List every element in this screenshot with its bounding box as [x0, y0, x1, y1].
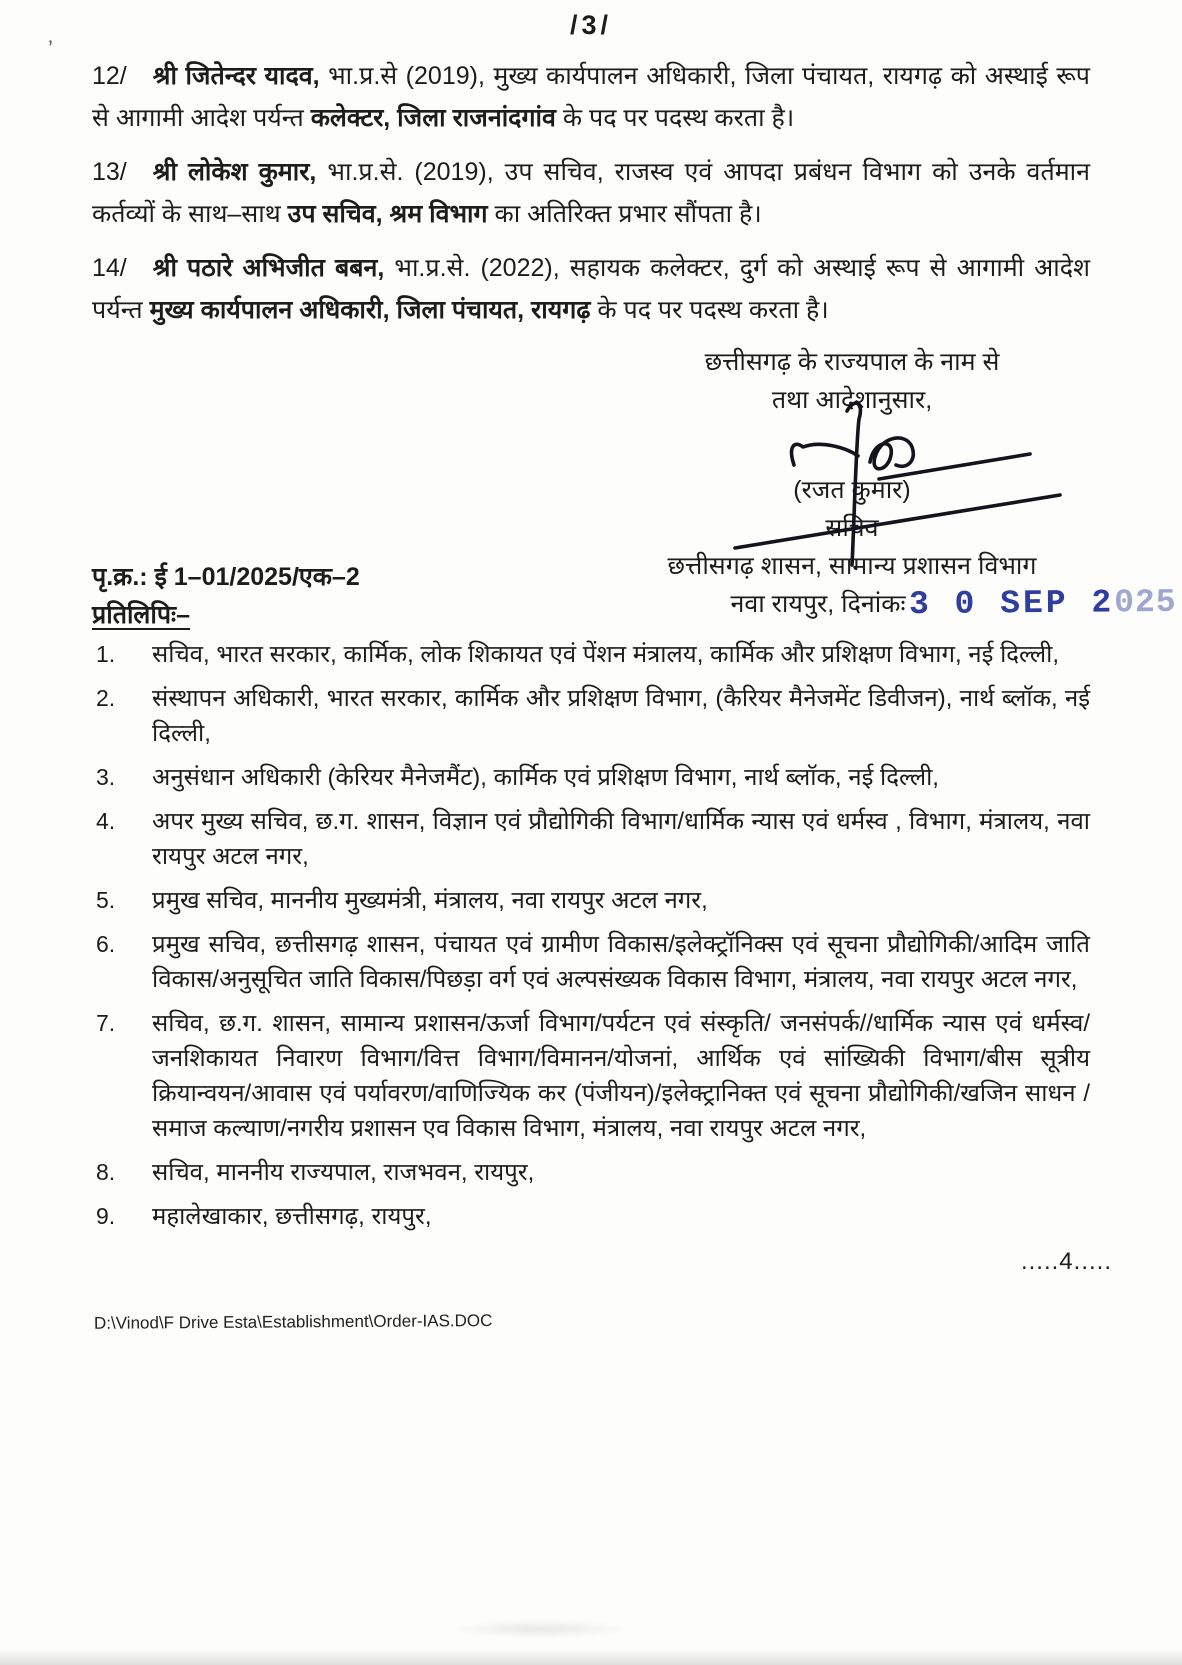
authority-line-2: तथा आदेशानुसार, — [771, 386, 933, 414]
scan-smudge — [450, 1619, 630, 1639]
paragraph-number: 13/ — [92, 158, 127, 186]
file-path-footer: D:\Vinod\F Drive Esta\Establishment\Order-IAS.DOC — [93, 1311, 493, 1333]
scan-edge — [0, 1649, 1182, 1665]
item-number: 5. — [96, 887, 116, 913]
authority-line-1: छत्तीसगढ़ के राज्यपाल के नाम से — [704, 348, 1000, 376]
item-text: सचिव, छ.ग. शासन, सामान्य प्रशासन/ऊर्जा विभाग/पर्यटन एवं संस्कृति/ जनसंपर्क//धार्मिक न्यास एवं धर्मस्व/जनशिकायत निवारण विभाग/वित्त विभाग/विमानन/योजनां, आर्थिक एवं सांख्यिकी विभाग/बीस सूत्रीय क्रियान्वयन/आवास एवं पर्यावरण/वाणिज्यिक कर (पंजीयन)/इलेक्ट्रानिक्त एवं सूचना प्रौद्योगिकी/खजिन साधन /समाज कल्याण/नगरीय प्रशासन एव विकास विभाग, मंत्रालय, नवा रायपुर अटल नगर, — [152, 1010, 1090, 1142]
order-paragraph-12 — [92, 55, 1090, 139]
endorsement-number: पृ.क्र.: ई 1–01/2025/एक–2 — [92, 563, 360, 591]
officer-name: श्री लोकेश कुमार, — [152, 158, 317, 186]
signatory-name: (रजत कुमार) — [793, 476, 911, 504]
list-item — [96, 804, 1090, 874]
paragraph-number: 12/ — [92, 62, 127, 90]
signature-column — [617, 343, 1177, 624]
item-number: 8. — [96, 1159, 116, 1185]
paragraph-text: भा.प्र.से. (2019), उप सचिव, राजस्व एवं आपदा प्रबंधन विभाग को उनके वर्तमान कर्तव्यों के साथ–साथ — [92, 158, 1090, 228]
item-text: अपर मुख्य सचिव, छ.ग. शासन, विज्ञान एवं प्रौद्योगिकी विभाग/धार्मिक न्यास एवं धर्मस्व , विभाग, मंत्रालय, नवा रायपुर अटल नगर, — [152, 808, 1090, 870]
signatory-department: छत्तीसगढ़ शासन, सामान्य प्रशासन विभाग — [667, 552, 1037, 580]
item-text: अनुसंधान अधिकारी (केरियर मैनेजमैंट), कार्मिक एवं प्रशिक्षण विभाग, नार्थ ब्लॉक, नई दिल्ली, — [152, 764, 939, 791]
item-number: 7. — [96, 1010, 116, 1036]
officer-name: श्री पठारे अभिजीत बबन, — [152, 254, 385, 282]
copy-to-label: प्रतिलिपिः– — [92, 601, 191, 629]
list-item — [96, 760, 1090, 795]
item-number: 9. — [96, 1203, 116, 1229]
list-item — [96, 883, 1090, 918]
item-text: संस्थापन अधिकारी, भारत सरकार, कार्मिक और प्रशिक्षण विभाग, (कैरियर मैनेजमेंट डिवीजन), नार्थ ब्लॉक, नई दिल्ली, — [152, 685, 1090, 747]
item-text: प्रमुख सचिव, माननीय मुख्यमंत्री, मंत्रालय, नवा रायपुर अटल नगर, — [152, 887, 708, 914]
officer-name: श्री जितेन्दर यादव, — [152, 62, 320, 90]
item-text: सचिव, माननीय राज्यपाल, राजभवन, रायपुर, — [152, 1159, 535, 1186]
paragraph-text: भा.प्र.से. (2022), सहायक कलेक्टर, दुर्ग को अस्थाई रूप से आगामी आदेश पर्यन्त — [92, 254, 1090, 324]
date-stamp — [909, 584, 1177, 624]
new-posting: कलेक्टर, जिला राजनांदगांव — [310, 104, 556, 132]
date-stamp-faded: 025 — [1114, 583, 1177, 622]
item-number: 6. — [96, 931, 116, 957]
item-text: सचिव, भारत सरकार, कार्मिक, लोक शिकायत एवं पेंशन मंत्रालय, कार्मिक और प्रशिक्षण विभाग, नई दिल्ली, — [152, 641, 1060, 668]
list-item — [96, 927, 1090, 997]
place-date-row — [617, 583, 1177, 624]
item-number: 2. — [96, 685, 116, 711]
next-page-marker: .....4..... — [1020, 1248, 1112, 1275]
order-paragraph-13 — [92, 151, 1090, 235]
list-item — [96, 637, 1090, 672]
item-number: 4. — [96, 808, 116, 834]
order-paragraphs — [92, 55, 1090, 331]
new-posting: उप सचिव, श्रम विभाग — [287, 200, 488, 228]
paragraph-text: भा.प्र.से (2019), मुख्य कार्यपालन अधिकारी, जिला पंचायत, रायगढ़ को अस्थाई रूप से आगामी आदेश पर्यन्त — [92, 62, 1090, 132]
paragraph-text: के पद पर पदस्थ करता है। — [555, 104, 795, 132]
page-number: /3/ — [569, 10, 613, 40]
signature-space — [617, 419, 1087, 471]
list-item — [96, 1155, 1090, 1190]
item-text: महालेखाकार, छत्तीसगढ़, रायपुर, — [152, 1203, 432, 1230]
paragraph-text: के पद पर पदस्थ करता है। — [590, 296, 829, 324]
list-item — [96, 681, 1090, 751]
scan-artifact-mark: ’ — [48, 36, 53, 61]
order-paragraph-14 — [92, 247, 1090, 331]
date-stamp-visible: 3 0 SEP 2 — [908, 584, 1115, 624]
item-number: 1. — [96, 641, 116, 667]
item-number: 3. — [96, 764, 116, 790]
place-date-label: नवा रायपुर, दिनांकः — [730, 590, 906, 618]
signatory-title: सचिव — [825, 514, 879, 542]
distribution-list — [96, 637, 1090, 1234]
item-text: प्रमुख सचिव, छत्तीसगढ़ शासन, पंचायत एवं ग्रामीण विकास/इलेक्ट्रॉनिक्स एवं सूचना प्रौद्योगिकी/आदिम जाति विकास/अनुसूचित जाति विकास/पिछड़ा वर्ग एवं अल्पसंख्यक विकास विभाग, मंत्रालय, नवा रायपुर अटल नगर, — [152, 931, 1090, 993]
list-item — [96, 1199, 1090, 1234]
paragraph-text: का अतिरिक्त प्रभार सौंपता है। — [487, 200, 762, 228]
paragraph-number: 14/ — [92, 254, 127, 282]
list-item — [96, 1006, 1090, 1146]
new-posting: मुख्य कार्यपालन अधिकारी, जिला पंचायत, रायगढ़ — [149, 296, 591, 324]
